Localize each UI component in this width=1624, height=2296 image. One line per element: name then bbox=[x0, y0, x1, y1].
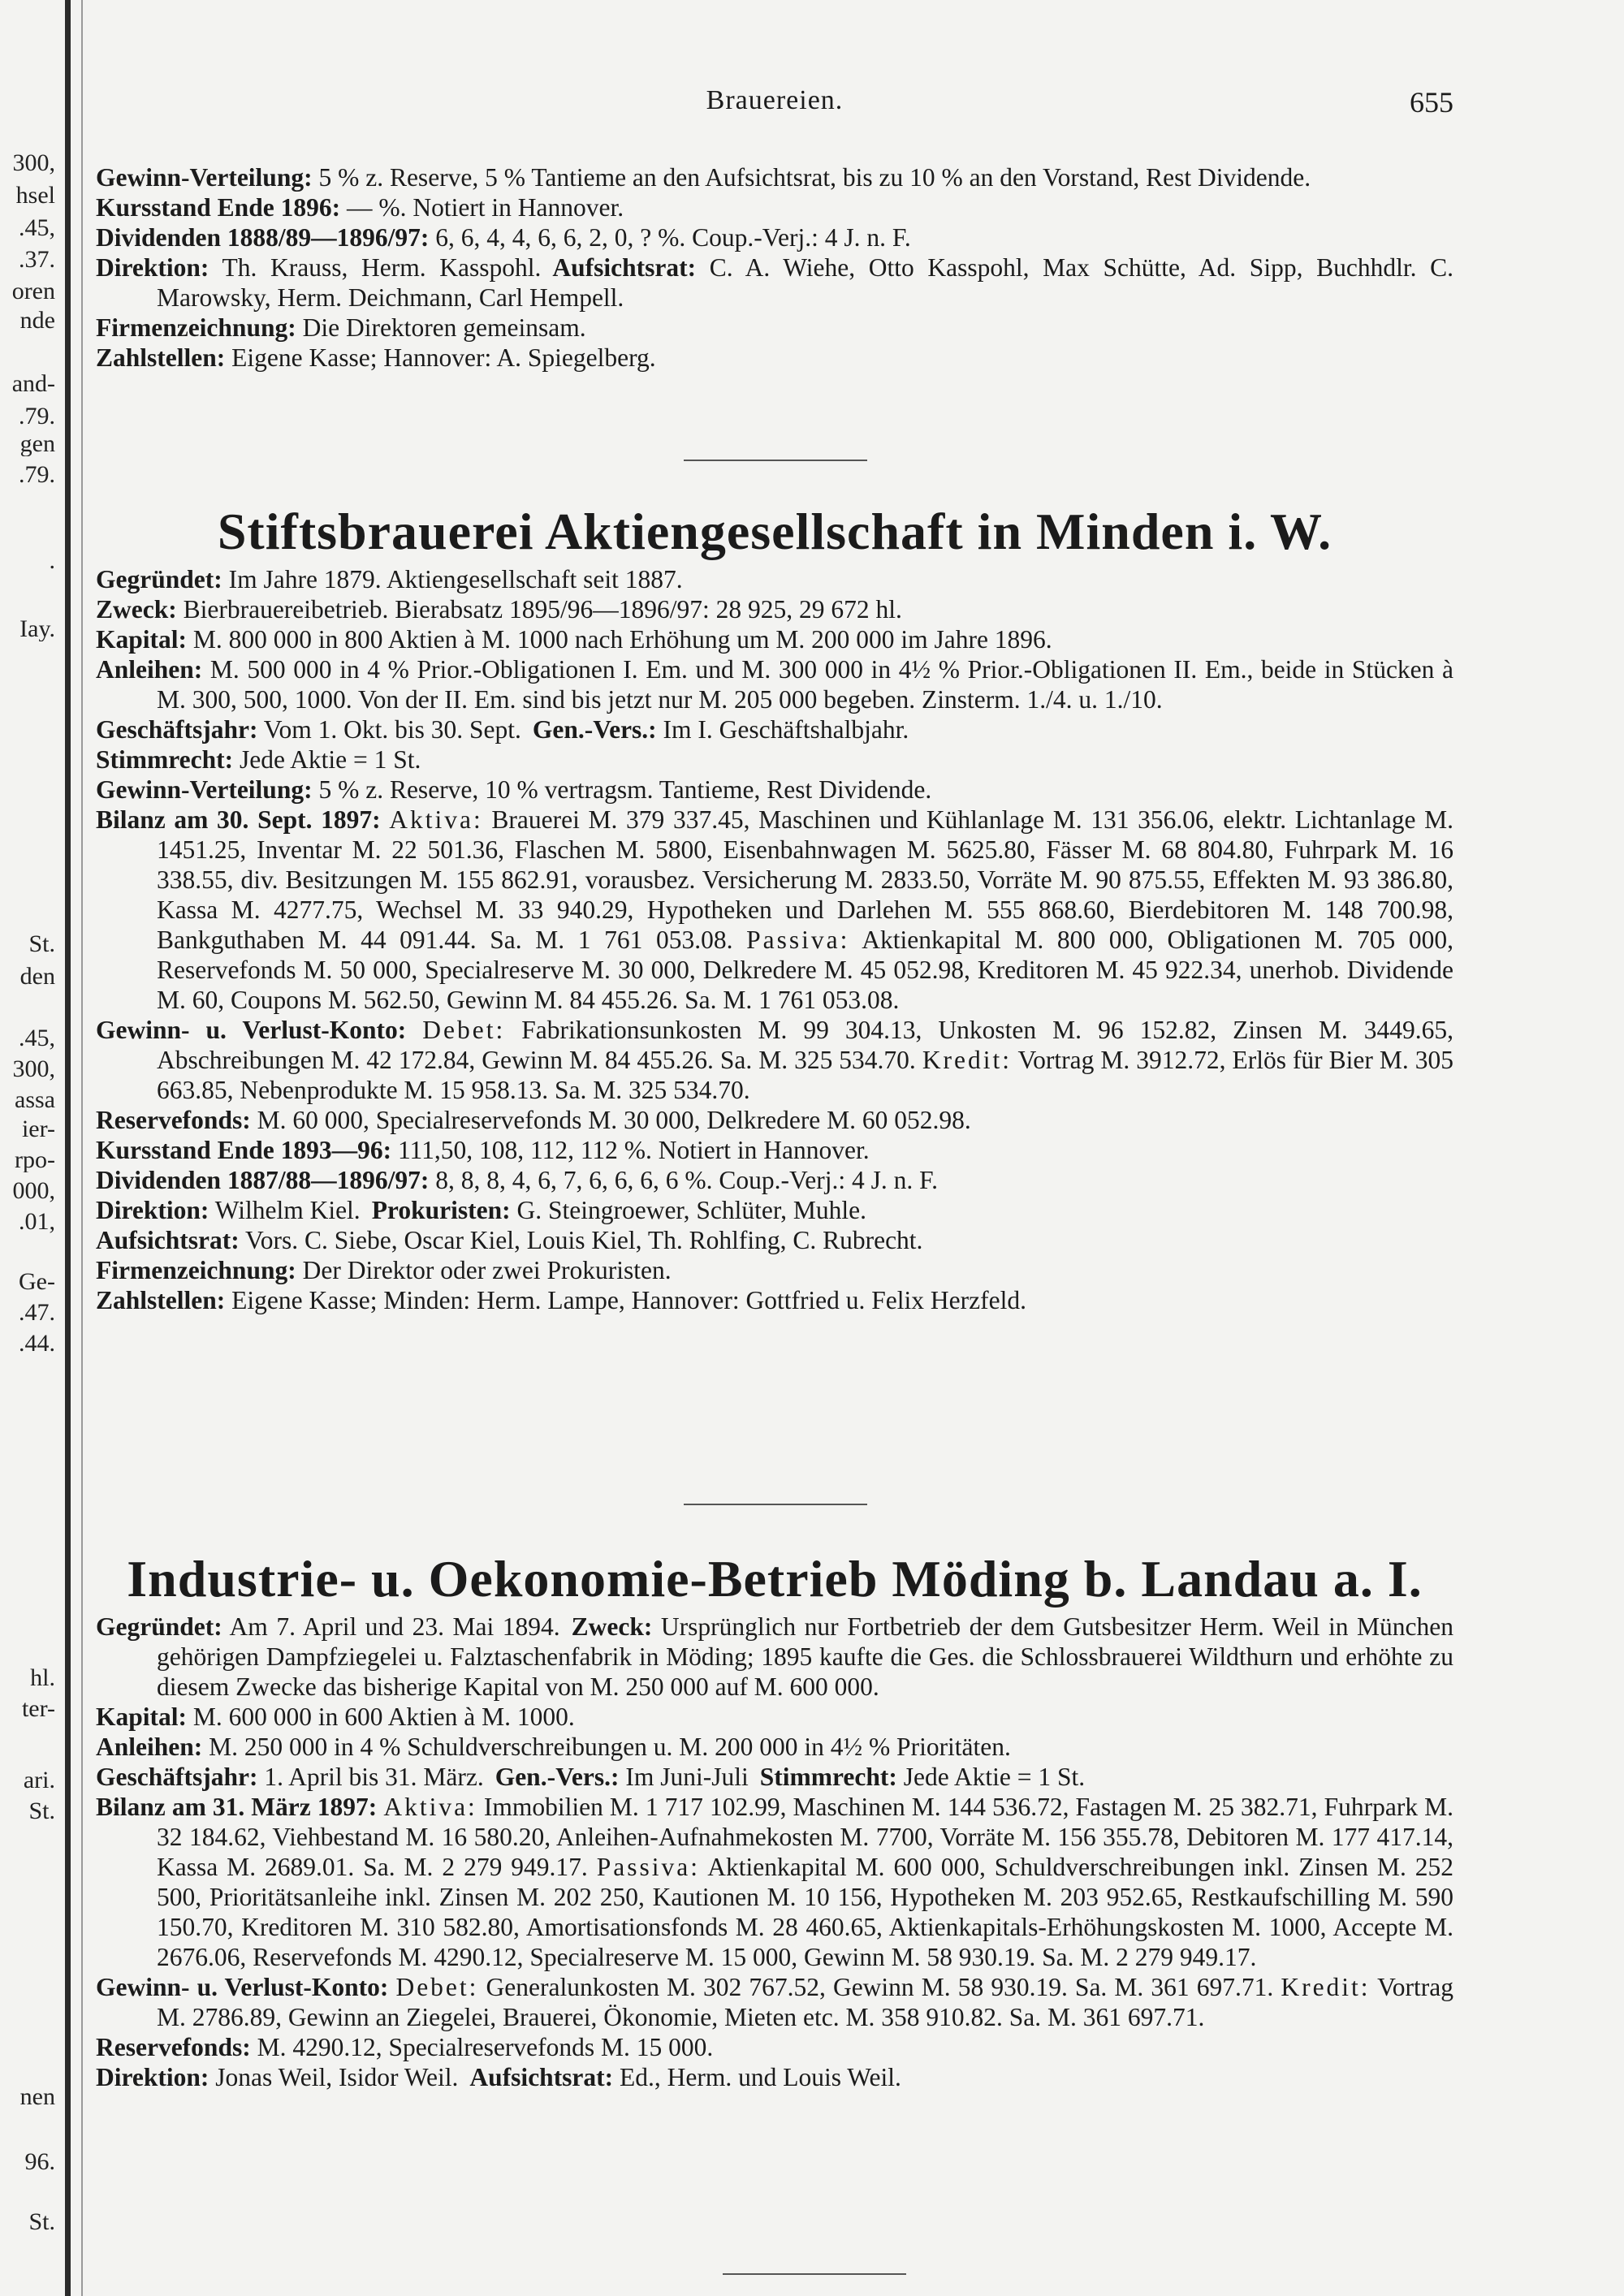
entry-text: Vors. C. Siebe, Oscar Kiel, Louis Kiel, Th. Rohlfing, C. Rubrecht. bbox=[245, 1226, 923, 1254]
entry-text: Vom 1. Okt. bis 30. Sept. bbox=[263, 715, 521, 744]
entry-label: Gegründet: bbox=[96, 1612, 222, 1641]
entry bbox=[96, 1972, 1453, 2032]
entry bbox=[96, 1105, 1453, 1135]
margin-fragment: .79. bbox=[19, 404, 55, 429]
margin-fragment: hl. bbox=[30, 1666, 55, 1690]
entry-text: Eigene Kasse; Minden: Herm. Lampe, Hannover: Gottfried u. Felix Herzfeld. bbox=[231, 1286, 1026, 1314]
entry-text: G. Steingroewer, Schlüter, Muhle. bbox=[516, 1196, 866, 1224]
entry-sublabel: Kredit: bbox=[1281, 1973, 1371, 2001]
entry bbox=[96, 313, 1453, 343]
entry-label: Firmenzeichnung: bbox=[96, 1256, 296, 1284]
entry bbox=[96, 594, 1453, 624]
entry-label: Gen.-Vers.: bbox=[532, 715, 657, 744]
entry bbox=[96, 1225, 1453, 1255]
entry-text: M. 4290.12, Specialreservefonds M. 15 000. bbox=[257, 2033, 714, 2061]
entry-label: Gewinn- u. Verlust-Konto: bbox=[96, 1973, 389, 2001]
page-number: 655 bbox=[1410, 86, 1453, 119]
margin-fragment: .79. bbox=[19, 463, 55, 487]
entry-text: 1. April bis 31. März. bbox=[264, 1763, 484, 1791]
margin-fragment: 96. bbox=[24, 2150, 55, 2174]
entry-text: Th. Krauss, Herm. Kasspohl. bbox=[222, 253, 542, 282]
margin-fragment: nde bbox=[19, 309, 55, 333]
margin-fragment: 300, bbox=[12, 1057, 55, 1081]
entry bbox=[96, 744, 1453, 775]
company-section-moeding bbox=[96, 1547, 1453, 2092]
entry-label: Anleihen: bbox=[96, 655, 203, 684]
margin-fragment: St. bbox=[28, 2210, 55, 2234]
entry-label: Anleihen: bbox=[96, 1733, 203, 1761]
entry-label: Aufsichtsrat: bbox=[469, 2063, 614, 2091]
entry-label: Reservefonds: bbox=[96, 1106, 251, 1134]
entry-text: Jonas Weil, Isidor Weil. bbox=[215, 2063, 459, 2091]
entry-text: M. 60 000, Specialreservefonds M. 30 000, Delkredere M. 60 052.98. bbox=[257, 1106, 971, 1134]
margin-fragment: .01, bbox=[19, 1210, 55, 1234]
entry bbox=[96, 654, 1453, 714]
margin-fragment: 300, bbox=[12, 151, 55, 175]
entry-text: Jede Aktie = 1 St. bbox=[240, 745, 421, 774]
entry-text: Ursprünglich nur Fortbetrieb der dem Gutsbesitzer Herm. Weil in München gehörigen Dampfziegelei u. Falztaschenfabrik in Möding; 1895 kaufte die Ges. die Schlossbrauerei Wildthurn und erhöhte zu diesem Zwecke das bisherige Kapital von M. 250 000 auf M. 600 000. bbox=[157, 1612, 1454, 1701]
margin-fragment: .37. bbox=[19, 248, 55, 272]
margin-fragment: rpo- bbox=[15, 1148, 55, 1172]
entry-sublabel: Passiva: bbox=[596, 1853, 701, 1881]
entry-text: Im Juni-Juli bbox=[625, 1763, 749, 1791]
margin-fragment: .47. bbox=[19, 1301, 55, 1325]
entry-label: Gewinn-Verteilung: bbox=[96, 775, 313, 804]
margin-fragment: gen bbox=[19, 432, 55, 456]
entry-text: 5 % z. Reserve, 10 % vertragsm. Tantieme, Rest Dividende. bbox=[318, 775, 932, 804]
margin-fragment: .45, bbox=[19, 216, 55, 240]
margin-fragment: .44. bbox=[19, 1331, 55, 1356]
entry bbox=[96, 564, 1453, 594]
margin-fragment: Iay. bbox=[19, 617, 55, 641]
section-divider bbox=[684, 1504, 867, 1505]
entry-text: 5 % z. Reserve, 5 % Tantieme an den Aufsichtsrat, bis zu 10 % an den Vorstand, Rest Dividende. bbox=[318, 163, 1311, 192]
running-header bbox=[96, 85, 1453, 126]
entry bbox=[96, 1165, 1453, 1195]
entry-label: Dividenden 1888/89—1896/97: bbox=[96, 223, 430, 252]
entry-text: Im I. Geschäftshalbjahr. bbox=[663, 715, 909, 744]
entry-text: 111,50, 108, 112, 112 %. Notiert in Hannover. bbox=[397, 1136, 870, 1164]
margin-fragment: . bbox=[49, 549, 55, 573]
entry-text: Generalunkosten M. 302 767.52, Gewinn M. 58 930.19. Sa. M. 361 697.71. bbox=[486, 1973, 1274, 2001]
entry-text: 6, 6, 4, 4, 6, 6, 2, 0, ? %. Coup.-Verj.: 4 J. n. F. bbox=[435, 223, 911, 252]
entry-sublabel: Debet: bbox=[395, 1973, 479, 2001]
entry-label: Stimmrecht: bbox=[96, 745, 234, 774]
entry-text: Die Direktoren gemeinsam. bbox=[302, 313, 586, 342]
entry-text: Ed., Herm. und Louis Weil. bbox=[620, 2063, 901, 2091]
section-divider bbox=[684, 460, 867, 461]
entry-label: Geschäftsjahr: bbox=[96, 1763, 258, 1791]
margin-fragment: den bbox=[19, 965, 55, 989]
entry-label: Direktion: bbox=[96, 2063, 209, 2091]
entry-label: Dividenden 1887/88—1896/97: bbox=[96, 1166, 430, 1194]
margin-fragment: St. bbox=[28, 1799, 55, 1823]
entry bbox=[96, 1135, 1453, 1165]
entry-label: Gewinn- u. Verlust-Konto: bbox=[96, 1016, 407, 1044]
entry bbox=[96, 2062, 1453, 2092]
entry-label: Zahlstellen: bbox=[96, 343, 226, 372]
entry-text: Eigene Kasse; Hannover: A. Spiegelberg. bbox=[231, 343, 656, 372]
entry bbox=[96, 343, 1453, 373]
entry-label: Gegründet: bbox=[96, 565, 222, 593]
header-title: Brauereien. bbox=[706, 85, 844, 115]
entry bbox=[96, 1732, 1453, 1762]
entry bbox=[96, 2032, 1453, 2062]
entry bbox=[96, 1702, 1453, 1732]
entry-label: Bilanz am 31. März 1897: bbox=[96, 1793, 378, 1821]
entry bbox=[96, 192, 1453, 222]
company-title: Stiftsbrauerei Aktiengesellschaft in Minden i. W. bbox=[217, 503, 1332, 560]
margin-fragment: nen bbox=[19, 2085, 55, 2109]
entry-label: Stimmrecht: bbox=[759, 1763, 897, 1791]
entry-label: Zweck: bbox=[96, 595, 177, 624]
entry-text: Der Direktor oder zwei Prokuristen. bbox=[302, 1256, 672, 1284]
page-gutter-shadow bbox=[81, 0, 83, 2296]
margin-fragment: ari. bbox=[23, 1768, 55, 1793]
entry-text: Fabrikationsunkosten M. 99 304.13, Unkosten M. 96 152.82, Zinsen M. 3449.65, Abschreibungen M. 42 172.84, Gewinn M. 84 455.26. Sa. M. 325 534.70. bbox=[157, 1016, 1454, 1074]
entry-text: Jede Aktie = 1 St. bbox=[903, 1763, 1086, 1791]
margin-fragment: St. bbox=[28, 932, 55, 956]
entry bbox=[96, 162, 1453, 192]
entry-label: Kursstand Ende 1896: bbox=[96, 193, 341, 222]
entry-label: Gen.-Vers.: bbox=[495, 1763, 620, 1791]
margin-fragment: Ge- bbox=[19, 1270, 55, 1294]
entry-label: Direktion: bbox=[96, 253, 209, 282]
entry-text: Brauerei M. 379 337.45, Maschinen und Kühlanlage M. 131 356.06, elektr. Lichtanlage M. 1451.25, Inventar M. 22 501.36, Flaschen M. 5800, Eisenbahnwagen M. 5625.80, Fässer M. 68 804.80, Fuhrpark M. 16 338.55, div. Besitzungen M. 155 862.91, vorausbez. Versicherung M. 2833.50, Vorräte M. 90 875.55, Effekten M. 93 386.80, Kassa M. 4277.75, Wechsel M. 33 940.29, Hypotheken und Darlehen M. 555 868.60, Bierdebitoren M. 148 700.98, Bankguthaben M. 44 091.44. Sa. M. 1 761 053.08. bbox=[157, 805, 1453, 954]
entry-label: Aufsichtsrat: bbox=[552, 253, 697, 282]
entry-sublabel: Aktiva: bbox=[383, 1793, 477, 1821]
entry bbox=[96, 805, 1453, 1015]
entry-text: M. 600 000 in 600 Aktien à M. 1000. bbox=[192, 1703, 575, 1731]
entry-text: — %. Notiert in Hannover. bbox=[346, 193, 624, 222]
page-gutter bbox=[65, 0, 71, 2296]
entry-text: Vortrag M. 3912.72, Erlös für Bier M. 305 663.85, Nebenprodukte M. 15 958.13. Sa. M. 325 534.70. bbox=[157, 1046, 1454, 1104]
entry-sublabel: Debet: bbox=[422, 1016, 506, 1044]
entry bbox=[96, 1762, 1453, 1792]
entry bbox=[96, 624, 1453, 654]
section-divider bbox=[723, 2273, 906, 2275]
entry-text: M. 800 000 in 800 Aktien à M. 1000 nach Erhöhung um M. 200 000 im Jahre 1896. bbox=[192, 625, 1052, 654]
entry bbox=[96, 252, 1453, 313]
entry bbox=[96, 222, 1453, 252]
entry-label: Kapital: bbox=[96, 625, 188, 654]
entry bbox=[96, 1195, 1453, 1225]
entry bbox=[96, 714, 1453, 744]
entry-text: 8, 8, 8, 4, 6, 7, 6, 6, 6, 6 %. Coup.-Verj.: 4 J. n. F. bbox=[435, 1166, 939, 1194]
prev-company-section bbox=[96, 162, 1453, 373]
margin-fragment: ier- bbox=[21, 1117, 55, 1142]
entry bbox=[96, 1792, 1453, 1972]
margin-fragment: hsel bbox=[15, 183, 55, 208]
entry-sublabel: Passiva: bbox=[746, 926, 850, 954]
margin-fragment: ter- bbox=[21, 1697, 55, 1721]
entry-text: Wilhelm Kiel. bbox=[214, 1196, 361, 1224]
entry-text: C. A. Wiehe, Otto Kasspohl, Max Schütte, Ad. Sipp, Buchhdlr. C. Marowsky, Herm. Deichmann, Carl Hempell. bbox=[157, 253, 1453, 312]
margin-fragment: .45, bbox=[19, 1026, 55, 1051]
margin-fragment: 000, bbox=[12, 1179, 55, 1203]
entry-label: Geschäftsjahr: bbox=[96, 715, 258, 744]
margin-fragment: and- bbox=[11, 372, 55, 396]
entry-label: Direktion: bbox=[96, 1196, 209, 1224]
entry-sublabel: Aktiva: bbox=[389, 805, 483, 834]
entry-label: Gewinn-Verteilung: bbox=[96, 163, 313, 192]
entry-text: Bierbrauereibetrieb. Bierabsatz 1895/96—1896/97: 28 925, 29 672 hl. bbox=[183, 595, 902, 624]
entry-text: Am 7. April und 23. Mai 1894. bbox=[229, 1612, 560, 1641]
entry bbox=[96, 1285, 1453, 1315]
entry-text: Aktienkapital M. 800 000, Obligationen M. 705 000, Reservefonds M. 50 000, Specialreserve M. 30 000, Delkredere M. 45 052.98, Kreditoren M. 45 922.34, unerhob. Dividende M. 60, Coupons M. 562.50, Gewinn M. 84 455.26. Sa. M. 1 761 053.08. bbox=[157, 926, 1454, 1014]
entry-label: Aufsichtsrat: bbox=[96, 1226, 240, 1254]
company-title: Industrie- u. Oekonomie-Betrieb Möding b. Landau a. I. bbox=[127, 1550, 1423, 1608]
entry-text: Vortrag M. 2786.89, Gewinn an Ziegelei, Brauerei, Ökonomie, Mieten etc. M. 358 910.82. Sa. M. 361 697.71. bbox=[157, 1973, 1453, 2031]
entry-text: M. 250 000 in 4 % Schuldverschreibungen u. M. 200 000 in 4½ % Prioritäten. bbox=[209, 1733, 1011, 1761]
entry bbox=[96, 1015, 1453, 1105]
entry-label: Firmenzeichnung: bbox=[96, 313, 296, 342]
entry-label: Zahlstellen: bbox=[96, 1286, 226, 1314]
entry-text: Immobilien M. 1 717 102.99, Maschinen M. 144 536.72, Fastagen M. 25 382.71, Fuhrpark M. 32 184.62, Viehbestand M. 16 580.20, Anleihen-Aufnahmekosten M. 7700, Vorräte M. 156 355.78, Debitoren M. 177 417.14, Kassa M. 2689.01. Sa. M. 2 279 949.17. bbox=[157, 1793, 1454, 1881]
entry-sublabel: Kredit: bbox=[922, 1046, 1013, 1074]
entry bbox=[96, 1255, 1453, 1285]
entry-text: M. 500 000 in 4 % Prior.-Obligationen I. Em. und M. 300 000 in 4½ % Prior.-Obligationen II. Em., beide in Stücken à M. 300, 500, 1000. Von der II. Em. sind bis jetzt nur M. 205 000 begeben. Zinsterm. 1./4. u. 1./10. bbox=[157, 655, 1454, 714]
margin-fragment: oren bbox=[11, 279, 55, 304]
entry-label: Kursstand Ende 1893—96: bbox=[96, 1136, 392, 1164]
entry-label: Zweck: bbox=[571, 1612, 653, 1641]
margin-fragment: assa bbox=[15, 1088, 55, 1112]
entry bbox=[96, 775, 1453, 805]
entry-label: Kapital: bbox=[96, 1703, 188, 1731]
company-section-stiftsbrauerei bbox=[96, 499, 1453, 1315]
entry-label: Reservefonds: bbox=[96, 2033, 251, 2061]
entry-label: Prokuristen: bbox=[371, 1196, 511, 1224]
entry bbox=[96, 1612, 1453, 1702]
entry-text: Im Jahre 1879. Aktiengesellschaft seit 1887. bbox=[228, 565, 683, 593]
entry-label: Bilanz am 30. Sept. 1897: bbox=[96, 805, 381, 834]
entry-text: Aktienkapital M. 600 000, Schuldverschreibungen inkl. Zinsen M. 252 500, Prioritätsanleihe inkl. Zinsen M. 202 250, Kautionen M. 10 156, Hypotheken M. 203 952.65, Restkaufschilling M. 590 150.70, Kreditoren M. 310 582.80, Amortisationsfonds M. 28 460.65, Aktienkapitals-Erhöhungskosten M. 1000, Accepte M. 2676.06, Reservefonds M. 4290.12, Specialreserve M. 15 000, Gewinn M. 58 930.19. Sa. M. 2 279 949.17. bbox=[157, 1853, 1454, 1971]
